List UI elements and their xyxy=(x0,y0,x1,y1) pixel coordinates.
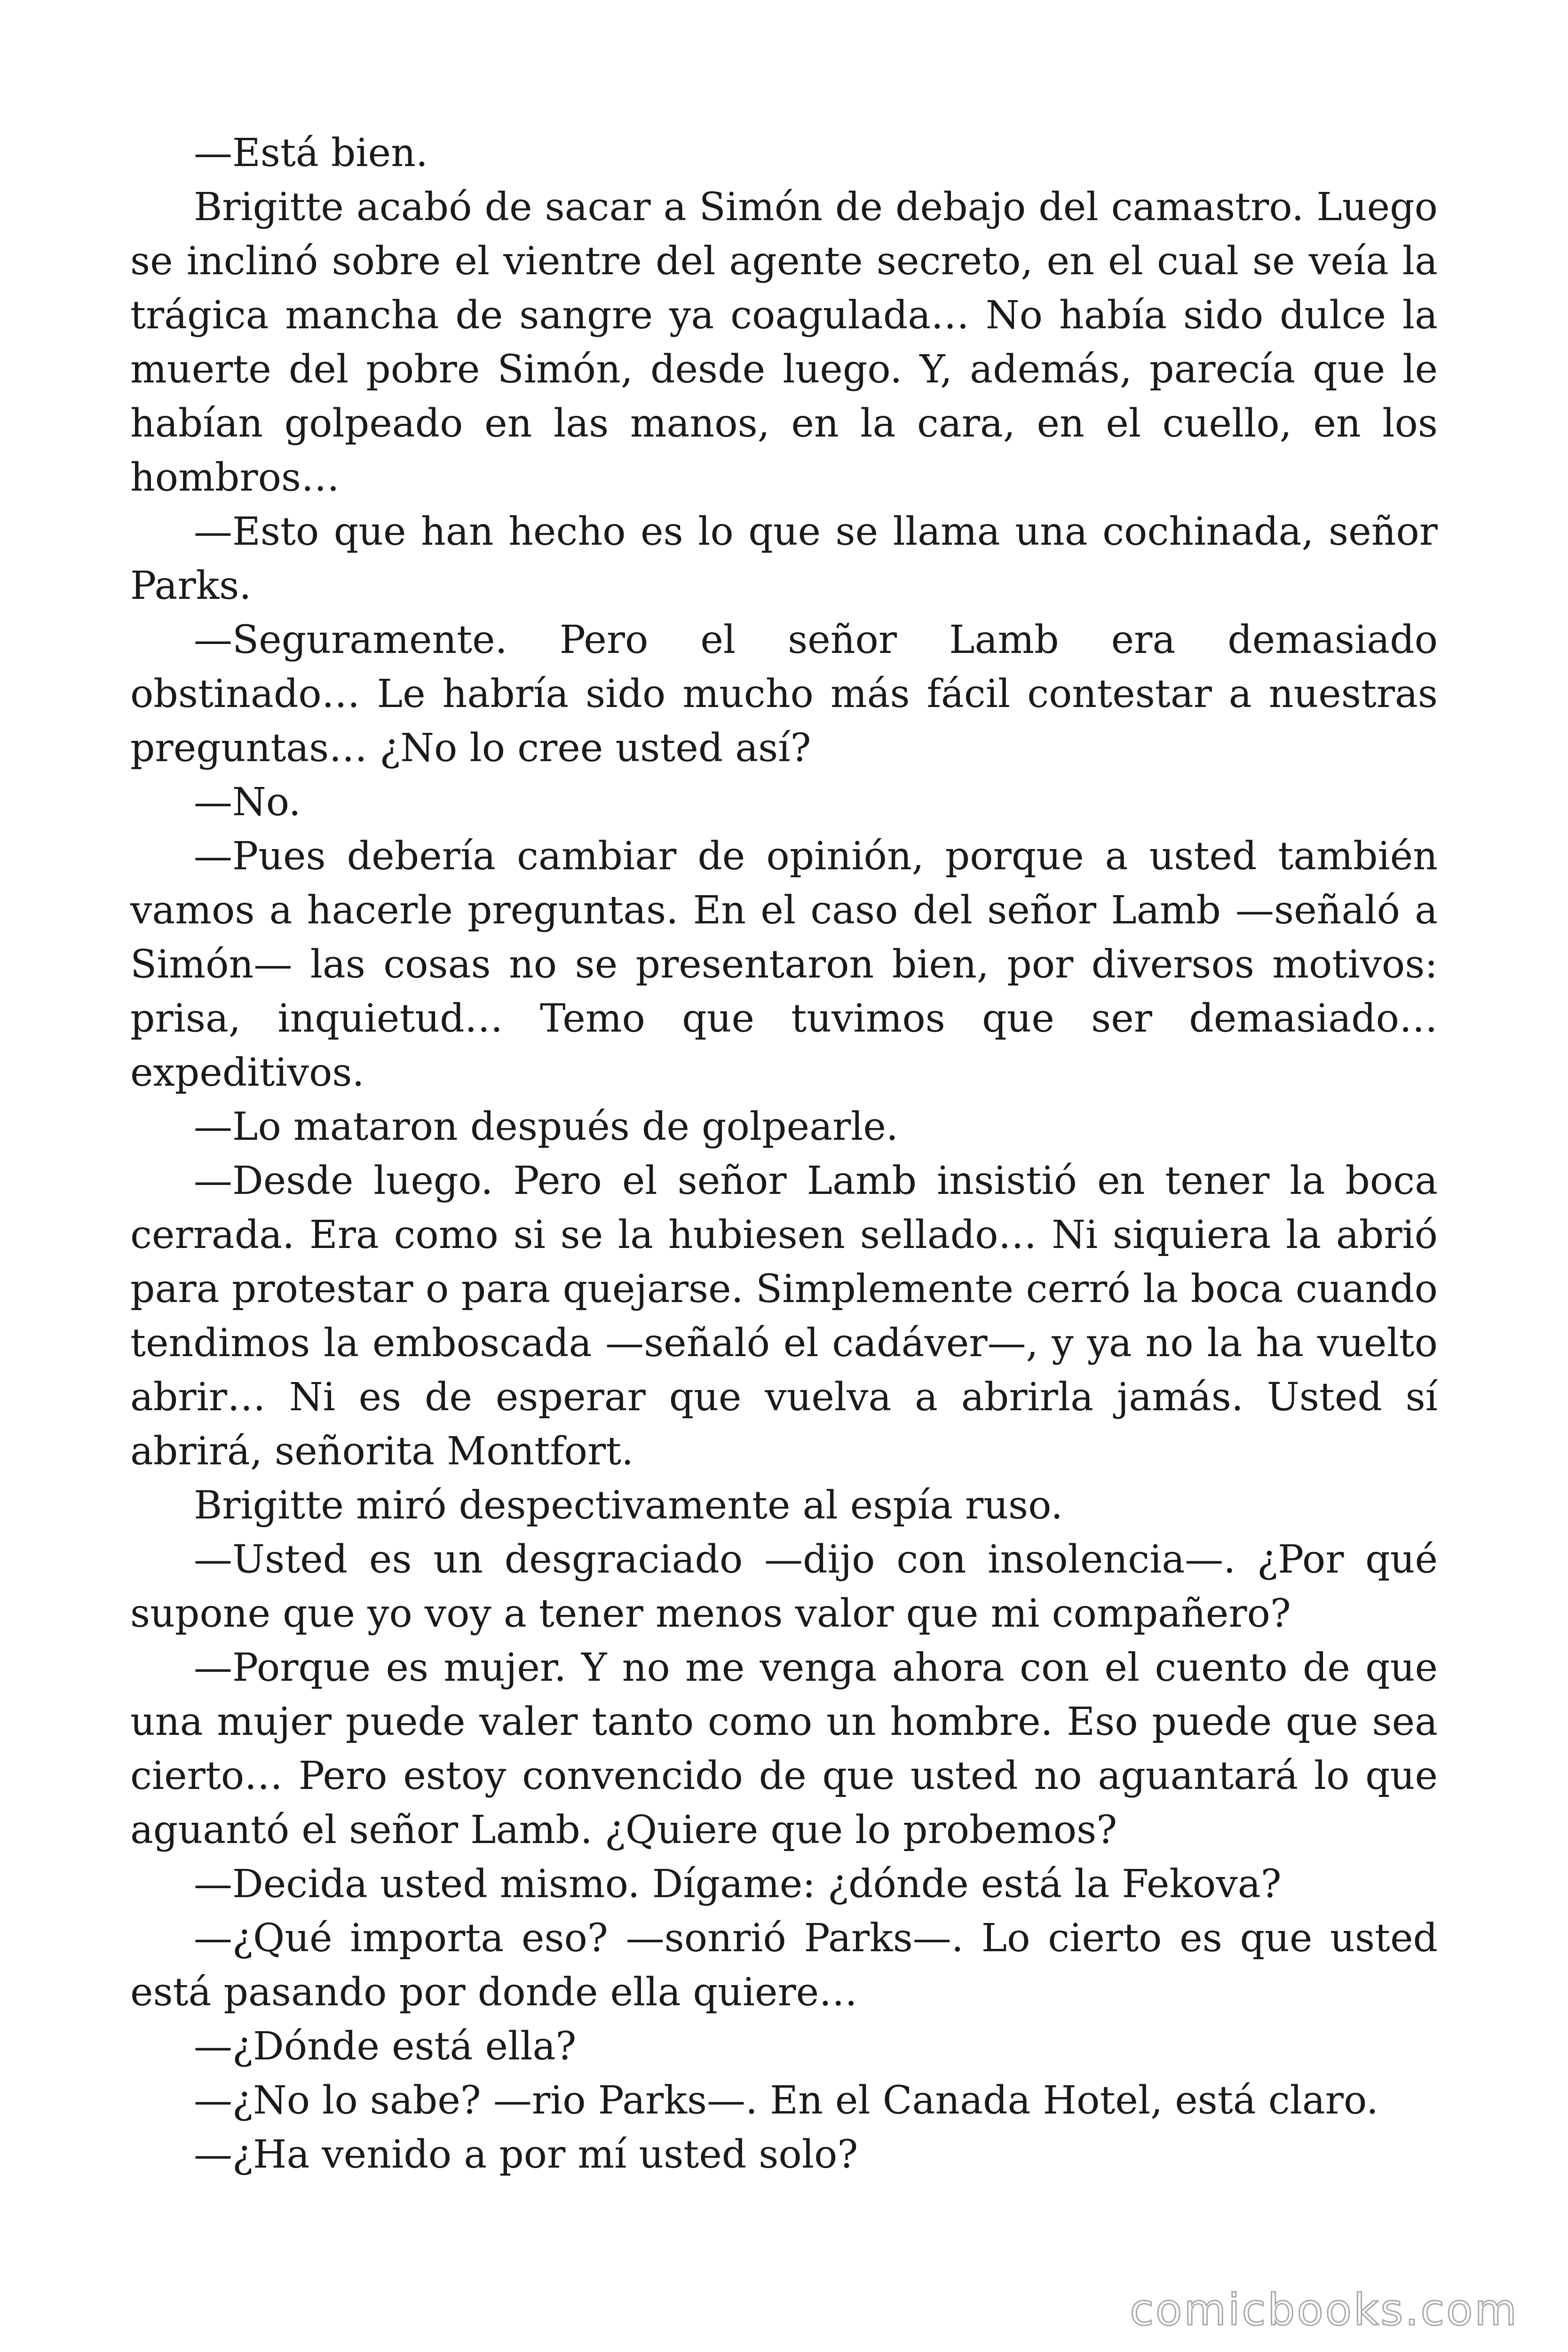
paragraph: —Porque es mujer. Y no me venga ahora con el cuento de que una mujer puede valer tanto como un hombre. Eso puede que sea cierto… Pero estoy convencido de que usted no aguantará lo que aguantó el señor Lamb. ¿Quiere que lo probemos? xyxy=(130,1645,1438,1852)
paragraph: Brigitte acabó de sacar a Simón de debajo del camastro. Luego se inclinó sobre el vientre del agente secreto, en el cual se veía la trágica mancha de sangre ya coagulada… No había sido dulce la muerte del pobre Simón, desde luego. Y, además, parecía que le habían golpeado en las manos, en la cara, en el cuello, en los hombros… xyxy=(130,185,1438,500)
paragraph: —¿Dónde está ella? xyxy=(194,2024,577,2069)
body-text xyxy=(130,126,1438,2182)
paragraph: —¿Qué importa eso? —sonrió Parks—. Lo cierto es que usted está pasando por donde ella quiere… xyxy=(130,1916,1438,2015)
paragraph: —Está bien. xyxy=(194,131,428,175)
paragraph: —Esto que han hecho es lo que se llama una cochinada, señor Parks. xyxy=(130,509,1438,608)
paragraph: —Lo mataron después de golpearle. xyxy=(194,1104,898,1149)
paragraph: —¿No lo sabe? —rio Parks—. En el Canada Hotel, está claro. xyxy=(194,2078,1378,2123)
paragraph: —Seguramente. Pero el señor Lamb era demasiado obstinado… Le habría sido mucho más fácil contestar a nuestras preguntas… ¿No lo cree usted así? xyxy=(130,618,1438,771)
paragraph: —No. xyxy=(194,780,301,825)
paragraph: Brigitte miró despectivamente al espía ruso. xyxy=(194,1483,1063,1528)
paragraph: —Desde luego. Pero el señor Lamb insistió en tener la boca cerrada. Era como si se la hubiesen sellado… Ni siquiera la abrió para protestar o para quejarse. Simplemente cerró la boca cuando tendimos la emboscada —señaló el cadáver—, y ya no la ha vuelto abrir… Ni es de esperar que vuelva a abrirla jamás. Usted sí abrirá, señorita Montfort. xyxy=(130,1159,1438,1474)
paragraph: —¿Ha venido a por mí usted solo? xyxy=(194,2132,858,2177)
paragraph: —Pues debería cambiar de opinión, porque a usted también vamos a hacerle preguntas. En el caso del señor Lamb —señaló a Simón— las cosas no se presentaron bien, por diversos motivos: prisa, inquietud… Temo que tuvimos que ser demasiado… expeditivos. xyxy=(130,834,1438,1095)
watermark: comicbooks.com xyxy=(1130,2285,1519,2335)
paragraph: —Decida usted mismo. Dígame: ¿dónde está la Fekova? xyxy=(194,1862,1282,1907)
paragraph: —Usted es un desgraciado —dijo con insolencia—. ¿Por qué supone que yo voy a tener menos valor que mi compañero? xyxy=(130,1537,1438,1636)
